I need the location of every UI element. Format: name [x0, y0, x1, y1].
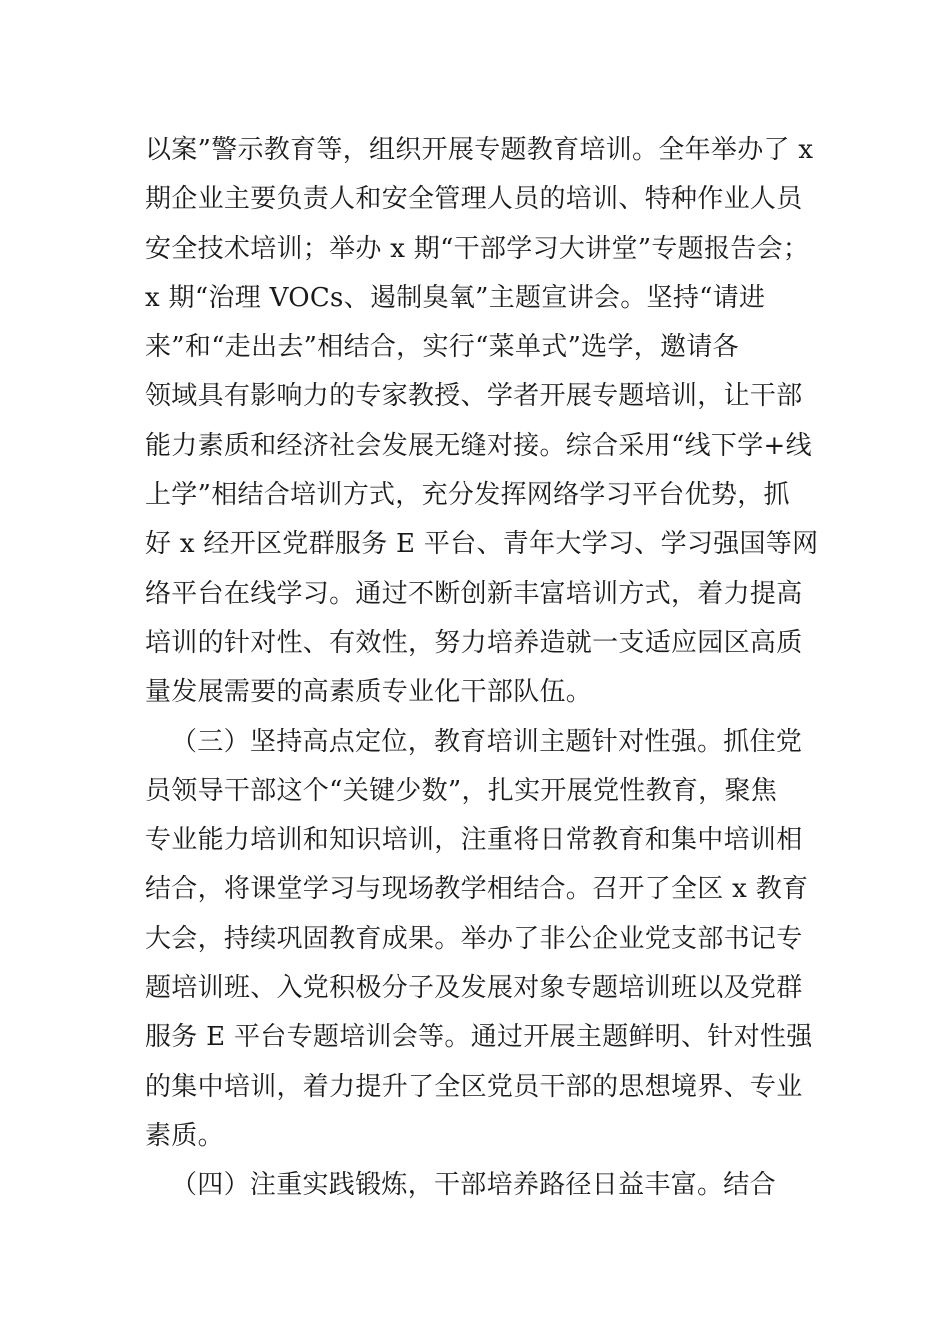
text-line: 员领导干部这个“关键少数”，扎实开展党性教育，聚焦 [145, 775, 778, 806]
text-line: 能力素质和经济社会发展无缝对接。综合采用“线下学+线 [145, 430, 812, 461]
text-line: 题培训班、入党积极分子及发展对象专题培训班以及党群 [145, 973, 803, 1004]
text-line: 领域具有影响力的专家教授、学者开展专题培训，让干部 [145, 381, 803, 412]
section-heading-three: （三）坚持高点定位，教育培训主题针对性强。抓住党 [171, 726, 803, 757]
text-line: 以案”警示教育等，组织开展专题教育培训。全年举办了 x [145, 135, 814, 165]
text-line: 好 x 经开区党群服务 E 平台、青年大学习、学习强国等网 [145, 529, 819, 560]
text-line: 量发展需要的高素质专业化干部队伍。 [145, 677, 593, 708]
text-line: x 期“治理 VOCs、遏制臭氧”主题宣讲会。坚持“请进 [145, 282, 766, 313]
text-line: 上学”相结合培训方式，充分发挥网络学习平台优势，抓 [145, 480, 790, 511]
text-line: 培训的针对性、有效性，努力培养造就一支适应园区高质 [145, 627, 803, 658]
text-line: 安全技术培训；举办 x 期“干部学习大讲堂”专题报告会； [145, 233, 810, 264]
text-line: 的集中培训，着力提升了全区党员干部的思想境界、专业 [145, 1071, 803, 1102]
text-line: 素质。 [145, 1120, 224, 1151]
text-line: 络平台在线学习。通过不断创新丰富培训方式，着力提高 [145, 578, 803, 609]
text-line: 来”和“走出去”相结合，实行“菜单式”选学，邀请各 [145, 332, 739, 363]
text-line: 大会，持续巩固教育成果。举办了非公企业党支部书记专 [145, 923, 803, 954]
text-line: 服务 E 平台专题培训会等。通过开展主题鲜明、针对性强 [145, 1022, 813, 1053]
section-heading-four: （四）注重实践锻炼，干部培养路径日益丰富。结合 [171, 1170, 776, 1201]
text-line: 期企业主要负责人和安全管理人员的培训、特种作业人员 [145, 184, 803, 215]
text-line: 结合，将课堂学习与现场教学相结合。召开了全区 x 教育 [145, 874, 809, 905]
document-body [145, 126, 819, 1211]
text-line: 专业能力培训和知识培训，注重将日常教育和集中培训相 [145, 825, 803, 856]
